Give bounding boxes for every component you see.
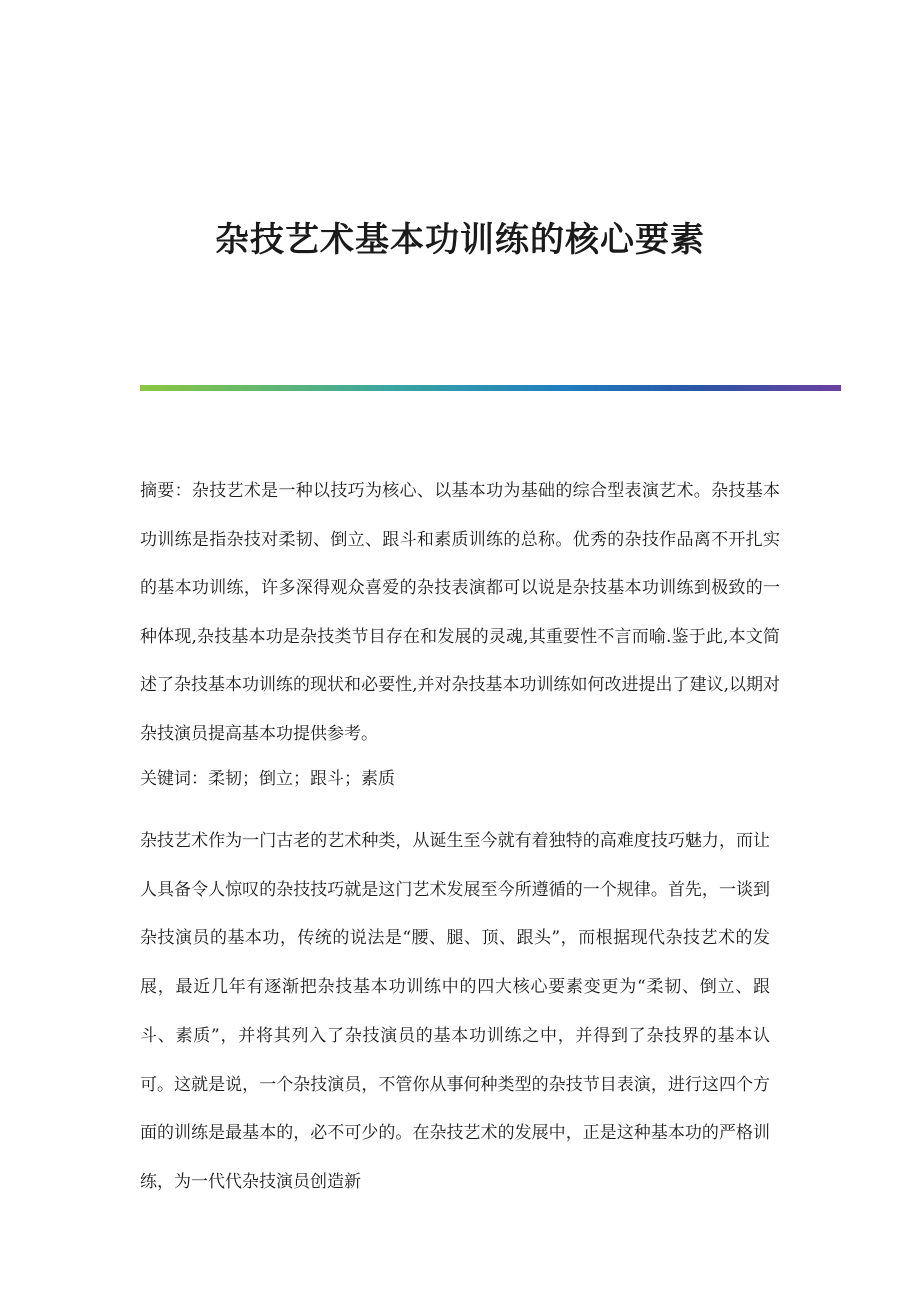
- body-paragraph: 杂技艺术作为一门古老的艺术种类，从诞生至今就有着独特的高难度技巧魅力，而让人具备令人惊叹的杂技技巧就是这门艺术发展至今所遵循的一个规律。首先，一谈到杂技演员的基本功，传统的说法是“腰、腿、顶、跟头”，而根据现代杂技艺术的发展，最近几年有逐渐把杂技基本功训练中的四大核心要素变更为“柔韧、倒立、跟斗、素质”，并将其列入了杂技演员的基本功训练之中，并得到了杂技界的基本认可。这就是说，一个杂技演员，不管你从事何种类型的杂技节目表演，进行这四个方面的训练是最基本的，必不可少的。在杂技艺术的发展中，正是这种基本功的严格训练，为一代代杂技演员创造新: [140, 831, 770, 1192]
- keywords-line: 关键词：柔韧；倒立；跟斗；素质: [140, 769, 395, 789]
- abstract-paragraph: 摘要：杂技艺术是一种以技巧为核心、以基本功为基础的综合型表演艺术。杂技基本功训练是指杂技对柔韧、倒立、跟斗和素质训练的总称。优秀的杂技作品离不开扎实的基本功训练，许多深得观众喜爱的杂技表演都可以说是杂技基本功训练到极致的一种体现,杂技基本功是杂技类节目存在和发展的灵魂,其重要性不言而喻.鉴于此,本文简述了杂技基本功训练的现状和必要性,并对杂技基本功训练如何改进提出了建议,以期对杂技演员提高基本功提供参考。: [140, 481, 780, 744]
- document-title: 杂技艺术基本功训练的核心要素: [215, 220, 705, 260]
- gradient-divider: [140, 385, 841, 391]
